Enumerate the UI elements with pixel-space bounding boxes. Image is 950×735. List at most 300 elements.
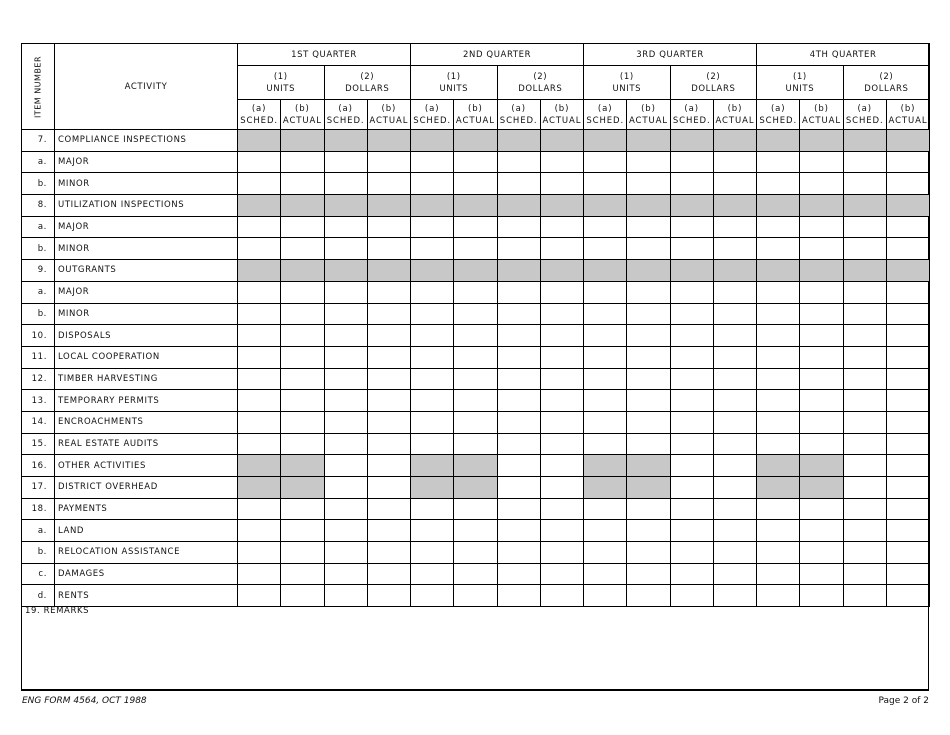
entry-cell[interactable] xyxy=(757,368,800,390)
actual-header xyxy=(281,100,324,130)
entry-cell[interactable] xyxy=(584,151,627,173)
entry-cell[interactable] xyxy=(281,411,324,433)
entry-cell[interactable] xyxy=(843,238,886,260)
units-header xyxy=(584,66,671,100)
entry-cell[interactable] xyxy=(411,151,454,173)
entry-cell[interactable] xyxy=(497,477,540,499)
entry-cell[interactable] xyxy=(238,303,281,325)
entry-cell[interactable] xyxy=(238,411,281,433)
shaded-cell xyxy=(843,260,886,282)
entry-cell[interactable] xyxy=(281,173,324,195)
entry-cell[interactable] xyxy=(670,563,713,585)
entry-cell[interactable] xyxy=(411,563,454,585)
entry-cell[interactable] xyxy=(584,498,627,520)
entry-cell[interactable] xyxy=(411,542,454,564)
entry-cell[interactable] xyxy=(281,151,324,173)
entry-cell[interactable] xyxy=(886,281,929,303)
entry-cell[interactable] xyxy=(670,542,713,564)
entry-cell[interactable] xyxy=(540,498,583,520)
entry-cell[interactable] xyxy=(238,151,281,173)
entry-cell[interactable] xyxy=(454,585,497,607)
entry-cell[interactable] xyxy=(281,368,324,390)
entry-cell[interactable] xyxy=(886,325,929,347)
sched-header xyxy=(757,100,800,130)
entry-cell[interactable] xyxy=(540,520,583,542)
entry-cell[interactable] xyxy=(324,477,367,499)
entry-cell[interactable] xyxy=(713,585,756,607)
entry-cell[interactable] xyxy=(411,346,454,368)
entry-cell[interactable] xyxy=(670,151,713,173)
entry-cell[interactable] xyxy=(584,433,627,455)
entry-cell[interactable] xyxy=(238,216,281,238)
entry-cell[interactable] xyxy=(238,498,281,520)
entry-cell[interactable] xyxy=(238,520,281,542)
entry-cell[interactable] xyxy=(713,281,756,303)
entry-cell[interactable] xyxy=(497,238,540,260)
entry-cell[interactable] xyxy=(843,346,886,368)
entry-cell[interactable] xyxy=(800,281,843,303)
entry-cell[interactable] xyxy=(670,281,713,303)
entry-cell[interactable] xyxy=(367,216,410,238)
entry-cell[interactable] xyxy=(497,390,540,412)
entry-cell[interactable] xyxy=(411,585,454,607)
entry-cell[interactable] xyxy=(713,173,756,195)
entry-cell[interactable] xyxy=(713,477,756,499)
entry-cell[interactable] xyxy=(497,173,540,195)
entry-cell[interactable] xyxy=(800,151,843,173)
entry-cell[interactable] xyxy=(454,563,497,585)
entry-cell[interactable] xyxy=(757,281,800,303)
entry-cell[interactable] xyxy=(281,325,324,347)
entry-cell[interactable] xyxy=(367,303,410,325)
entry-cell[interactable] xyxy=(324,433,367,455)
entry-cell[interactable] xyxy=(843,498,886,520)
entry-cell[interactable] xyxy=(584,520,627,542)
entry-cell[interactable] xyxy=(454,542,497,564)
entry-cell[interactable] xyxy=(584,281,627,303)
entry-cell[interactable] xyxy=(540,303,583,325)
entry-cell[interactable] xyxy=(843,216,886,238)
entry-cell[interactable] xyxy=(281,542,324,564)
entry-cell[interactable] xyxy=(238,238,281,260)
entry-cell[interactable] xyxy=(367,542,410,564)
entry-cell[interactable] xyxy=(324,368,367,390)
entry-cell[interactable] xyxy=(670,585,713,607)
entry-cell[interactable] xyxy=(713,498,756,520)
dollars-header-number: (2) xyxy=(706,71,721,82)
entry-cell[interactable] xyxy=(627,542,670,564)
entry-cell[interactable] xyxy=(584,303,627,325)
entry-cell[interactable] xyxy=(497,216,540,238)
entry-cell[interactable] xyxy=(367,368,410,390)
entry-cell[interactable] xyxy=(324,216,367,238)
entry-cell[interactable] xyxy=(324,498,367,520)
entry-cell[interactable] xyxy=(713,368,756,390)
entry-cell[interactable] xyxy=(886,368,929,390)
entry-cell[interactable] xyxy=(843,477,886,499)
entry-cell[interactable] xyxy=(886,498,929,520)
entry-cell[interactable] xyxy=(843,520,886,542)
entry-cell[interactable] xyxy=(627,433,670,455)
entry-cell[interactable] xyxy=(713,520,756,542)
entry-cell[interactable] xyxy=(757,411,800,433)
entry-cell[interactable] xyxy=(238,368,281,390)
entry-cell[interactable] xyxy=(367,173,410,195)
entry-cell[interactable] xyxy=(800,520,843,542)
entry-cell[interactable] xyxy=(367,346,410,368)
entry-cell[interactable] xyxy=(670,346,713,368)
entry-cell[interactable] xyxy=(627,368,670,390)
entry-cell[interactable] xyxy=(627,390,670,412)
entry-cell[interactable] xyxy=(411,281,454,303)
entry-cell[interactable] xyxy=(540,325,583,347)
entry-cell[interactable] xyxy=(324,563,367,585)
entry-cell[interactable] xyxy=(540,173,583,195)
entry-cell[interactable] xyxy=(757,238,800,260)
entry-cell[interactable] xyxy=(584,216,627,238)
entry-cell[interactable] xyxy=(584,346,627,368)
entry-cell[interactable] xyxy=(584,325,627,347)
entry-cell[interactable] xyxy=(497,281,540,303)
entry-cell[interactable] xyxy=(843,433,886,455)
entry-cell[interactable] xyxy=(454,520,497,542)
entry-cell[interactable] xyxy=(497,498,540,520)
entry-cell[interactable] xyxy=(238,325,281,347)
entry-cell[interactable] xyxy=(757,216,800,238)
entry-cell[interactable] xyxy=(670,173,713,195)
entry-cell[interactable] xyxy=(238,281,281,303)
entry-cell[interactable] xyxy=(886,303,929,325)
entry-cell[interactable] xyxy=(670,498,713,520)
entry-cell[interactable] xyxy=(886,477,929,499)
entry-cell[interactable] xyxy=(670,303,713,325)
entry-cell[interactable] xyxy=(886,411,929,433)
entry-cell[interactable] xyxy=(540,411,583,433)
entry-cell[interactable] xyxy=(670,325,713,347)
entry-cell[interactable] xyxy=(411,368,454,390)
entry-cell[interactable] xyxy=(497,368,540,390)
entry-cell[interactable] xyxy=(411,173,454,195)
entry-cell[interactable] xyxy=(238,390,281,412)
entry-cell[interactable] xyxy=(713,390,756,412)
entry-cell[interactable] xyxy=(324,151,367,173)
entry-cell[interactable] xyxy=(843,303,886,325)
entry-cell[interactable] xyxy=(627,520,670,542)
entry-cell[interactable] xyxy=(800,173,843,195)
entry-cell[interactable] xyxy=(497,411,540,433)
entry-cell[interactable] xyxy=(540,238,583,260)
entry-cell[interactable] xyxy=(670,368,713,390)
entry-cell[interactable] xyxy=(886,563,929,585)
entry-cell[interactable] xyxy=(886,520,929,542)
entry-cell[interactable] xyxy=(497,520,540,542)
entry-cell[interactable] xyxy=(886,542,929,564)
entry-cell[interactable] xyxy=(281,390,324,412)
entry-cell[interactable] xyxy=(324,455,367,477)
entry-cell[interactable] xyxy=(281,281,324,303)
entry-cell[interactable] xyxy=(627,498,670,520)
entry-cell[interactable] xyxy=(238,542,281,564)
entry-cell[interactable] xyxy=(757,520,800,542)
entry-cell[interactable] xyxy=(454,238,497,260)
entry-cell[interactable] xyxy=(757,303,800,325)
entry-cell[interactable] xyxy=(800,433,843,455)
entry-cell[interactable] xyxy=(627,325,670,347)
entry-cell[interactable] xyxy=(670,433,713,455)
entry-cell[interactable] xyxy=(800,563,843,585)
entry-cell[interactable] xyxy=(670,455,713,477)
entry-cell[interactable] xyxy=(454,325,497,347)
entry-cell[interactable] xyxy=(843,368,886,390)
entry-cell[interactable] xyxy=(238,433,281,455)
entry-cell[interactable] xyxy=(281,303,324,325)
entry-cell[interactable] xyxy=(886,433,929,455)
entry-cell[interactable] xyxy=(843,325,886,347)
entry-cell[interactable] xyxy=(411,238,454,260)
entry-cell[interactable] xyxy=(540,216,583,238)
entry-cell[interactable] xyxy=(757,325,800,347)
entry-cell[interactable] xyxy=(281,238,324,260)
entry-cell[interactable] xyxy=(843,455,886,477)
entry-cell[interactable] xyxy=(367,498,410,520)
entry-cell[interactable] xyxy=(670,520,713,542)
entry-cell[interactable] xyxy=(540,151,583,173)
entry-cell[interactable] xyxy=(367,563,410,585)
entry-cell[interactable] xyxy=(367,411,410,433)
item-number-cell: 11. xyxy=(22,346,55,368)
entry-cell[interactable] xyxy=(800,346,843,368)
entry-cell[interactable] xyxy=(324,303,367,325)
entry-cell[interactable] xyxy=(713,346,756,368)
entry-cell[interactable] xyxy=(713,411,756,433)
entry-cell[interactable] xyxy=(843,173,886,195)
entry-cell[interactable] xyxy=(713,303,756,325)
entry-cell[interactable] xyxy=(324,281,367,303)
entry-cell[interactable] xyxy=(367,455,410,477)
entry-cell[interactable] xyxy=(367,325,410,347)
entry-cell[interactable] xyxy=(713,325,756,347)
entry-cell[interactable] xyxy=(238,173,281,195)
entry-cell[interactable] xyxy=(454,390,497,412)
entry-cell[interactable] xyxy=(800,390,843,412)
table-row xyxy=(22,325,930,347)
entry-cell[interactable] xyxy=(713,563,756,585)
entry-cell[interactable] xyxy=(843,281,886,303)
entry-cell[interactable] xyxy=(367,238,410,260)
entry-cell[interactable] xyxy=(454,151,497,173)
entry-cell[interactable] xyxy=(238,346,281,368)
entry-cell[interactable] xyxy=(757,173,800,195)
entry-cell[interactable] xyxy=(713,542,756,564)
entry-cell[interactable] xyxy=(886,455,929,477)
entry-cell[interactable] xyxy=(281,585,324,607)
entry-cell[interactable] xyxy=(367,585,410,607)
entry-cell[interactable] xyxy=(627,216,670,238)
entry-cell[interactable] xyxy=(281,216,324,238)
entry-cell[interactable] xyxy=(670,411,713,433)
entry-cell[interactable] xyxy=(886,216,929,238)
entry-cell[interactable] xyxy=(670,477,713,499)
entry-cell[interactable] xyxy=(281,563,324,585)
entry-cell[interactable] xyxy=(411,498,454,520)
entry-cell[interactable] xyxy=(843,390,886,412)
entry-cell[interactable] xyxy=(540,433,583,455)
entry-cell[interactable] xyxy=(713,455,756,477)
entry-cell[interactable] xyxy=(800,542,843,564)
entry-cell[interactable] xyxy=(843,151,886,173)
entry-cell[interactable] xyxy=(324,520,367,542)
entry-cell[interactable] xyxy=(886,173,929,195)
entry-cell[interactable] xyxy=(497,563,540,585)
entry-cell[interactable] xyxy=(886,238,929,260)
entry-cell[interactable] xyxy=(324,390,367,412)
entry-cell[interactable] xyxy=(324,325,367,347)
entry-cell[interactable] xyxy=(713,216,756,238)
entry-cell[interactable] xyxy=(411,433,454,455)
entry-cell[interactable] xyxy=(843,542,886,564)
entry-cell[interactable] xyxy=(238,563,281,585)
units-header-label: UNITS xyxy=(439,83,469,94)
entry-cell[interactable] xyxy=(800,368,843,390)
entry-cell[interactable] xyxy=(454,433,497,455)
entry-cell[interactable] xyxy=(411,216,454,238)
entry-cell[interactable] xyxy=(670,238,713,260)
entry-cell[interactable] xyxy=(540,346,583,368)
entry-cell[interactable] xyxy=(584,390,627,412)
entry-cell[interactable] xyxy=(497,433,540,455)
units-header-label: UNITS xyxy=(612,83,642,94)
entry-cell[interactable] xyxy=(497,585,540,607)
entry-cell[interactable] xyxy=(800,498,843,520)
entry-cell[interactable] xyxy=(281,498,324,520)
entry-cell[interactable] xyxy=(454,368,497,390)
entry-cell[interactable] xyxy=(324,542,367,564)
entry-cell[interactable] xyxy=(454,173,497,195)
entry-cell[interactable] xyxy=(324,238,367,260)
entry-cell[interactable] xyxy=(584,585,627,607)
entry-cell[interactable] xyxy=(497,346,540,368)
entry-cell[interactable] xyxy=(627,281,670,303)
entry-cell[interactable] xyxy=(540,455,583,477)
entry-cell[interactable] xyxy=(627,411,670,433)
entry-cell[interactable] xyxy=(367,520,410,542)
entry-cell[interactable] xyxy=(886,585,929,607)
entry-cell[interactable] xyxy=(367,477,410,499)
entry-cell[interactable] xyxy=(713,433,756,455)
entry-cell[interactable] xyxy=(540,542,583,564)
entry-cell[interactable] xyxy=(281,520,324,542)
entry-cell[interactable] xyxy=(627,303,670,325)
entry-cell[interactable] xyxy=(324,585,367,607)
entry-cell[interactable] xyxy=(497,151,540,173)
entry-cell[interactable] xyxy=(540,477,583,499)
entry-cell[interactable] xyxy=(411,520,454,542)
entry-cell[interactable] xyxy=(540,281,583,303)
entry-cell[interactable] xyxy=(454,498,497,520)
entry-cell[interactable] xyxy=(367,390,410,412)
entry-cell[interactable] xyxy=(281,346,324,368)
entry-cell[interactable] xyxy=(454,216,497,238)
entry-cell[interactable] xyxy=(540,563,583,585)
entry-cell[interactable] xyxy=(757,563,800,585)
entry-cell[interactable] xyxy=(627,563,670,585)
entry-cell[interactable] xyxy=(584,368,627,390)
entry-cell[interactable] xyxy=(670,390,713,412)
entry-cell[interactable] xyxy=(584,173,627,195)
entry-cell[interactable] xyxy=(411,390,454,412)
entry-cell[interactable] xyxy=(757,585,800,607)
entry-cell[interactable] xyxy=(627,585,670,607)
entry-cell[interactable] xyxy=(584,238,627,260)
entry-cell[interactable] xyxy=(757,542,800,564)
entry-cell[interactable] xyxy=(367,281,410,303)
entry-cell[interactable] xyxy=(757,151,800,173)
entry-cell[interactable] xyxy=(367,433,410,455)
entry-cell[interactable] xyxy=(454,281,497,303)
entry-cell[interactable] xyxy=(454,411,497,433)
entry-cell[interactable] xyxy=(411,303,454,325)
entry-cell[interactable] xyxy=(281,433,324,455)
entry-cell[interactable] xyxy=(497,542,540,564)
entry-cell[interactable] xyxy=(627,151,670,173)
entry-cell[interactable] xyxy=(584,563,627,585)
entry-cell[interactable] xyxy=(886,151,929,173)
entry-cell[interactable] xyxy=(497,455,540,477)
entry-cell[interactable] xyxy=(540,368,583,390)
entry-cell[interactable] xyxy=(713,151,756,173)
entry-cell[interactable] xyxy=(800,585,843,607)
entry-cell[interactable] xyxy=(627,346,670,368)
entry-cell[interactable] xyxy=(540,390,583,412)
entry-cell[interactable] xyxy=(367,151,410,173)
entry-cell[interactable] xyxy=(843,585,886,607)
entry-cell[interactable] xyxy=(757,390,800,412)
entry-cell[interactable] xyxy=(757,433,800,455)
entry-cell[interactable] xyxy=(584,542,627,564)
entry-cell[interactable] xyxy=(627,173,670,195)
entry-cell[interactable] xyxy=(540,585,583,607)
entry-cell[interactable] xyxy=(584,411,627,433)
entry-cell[interactable] xyxy=(627,238,670,260)
sched-header-letter: (a) xyxy=(770,103,786,114)
entry-cell[interactable] xyxy=(800,411,843,433)
entry-cell[interactable] xyxy=(843,411,886,433)
entry-cell[interactable] xyxy=(411,411,454,433)
entry-cell[interactable] xyxy=(800,325,843,347)
table-row xyxy=(22,281,930,303)
entry-cell[interactable] xyxy=(324,346,367,368)
entry-cell[interactable] xyxy=(497,325,540,347)
entry-cell[interactable] xyxy=(843,563,886,585)
entry-cell[interactable] xyxy=(713,238,756,260)
entry-cell[interactable] xyxy=(497,303,540,325)
entry-cell[interactable] xyxy=(757,346,800,368)
entry-cell[interactable] xyxy=(238,585,281,607)
entry-cell[interactable] xyxy=(454,346,497,368)
entry-cell[interactable] xyxy=(886,346,929,368)
entry-cell[interactable] xyxy=(454,303,497,325)
entry-cell[interactable] xyxy=(800,303,843,325)
actual-header-letter: (b) xyxy=(727,103,743,114)
entry-cell[interactable] xyxy=(670,216,713,238)
entry-cell[interactable] xyxy=(800,238,843,260)
entry-cell[interactable] xyxy=(411,325,454,347)
entry-cell[interactable] xyxy=(324,411,367,433)
entry-cell[interactable] xyxy=(800,216,843,238)
entry-cell[interactable] xyxy=(324,173,367,195)
entry-cell[interactable] xyxy=(886,390,929,412)
entry-cell[interactable] xyxy=(757,498,800,520)
